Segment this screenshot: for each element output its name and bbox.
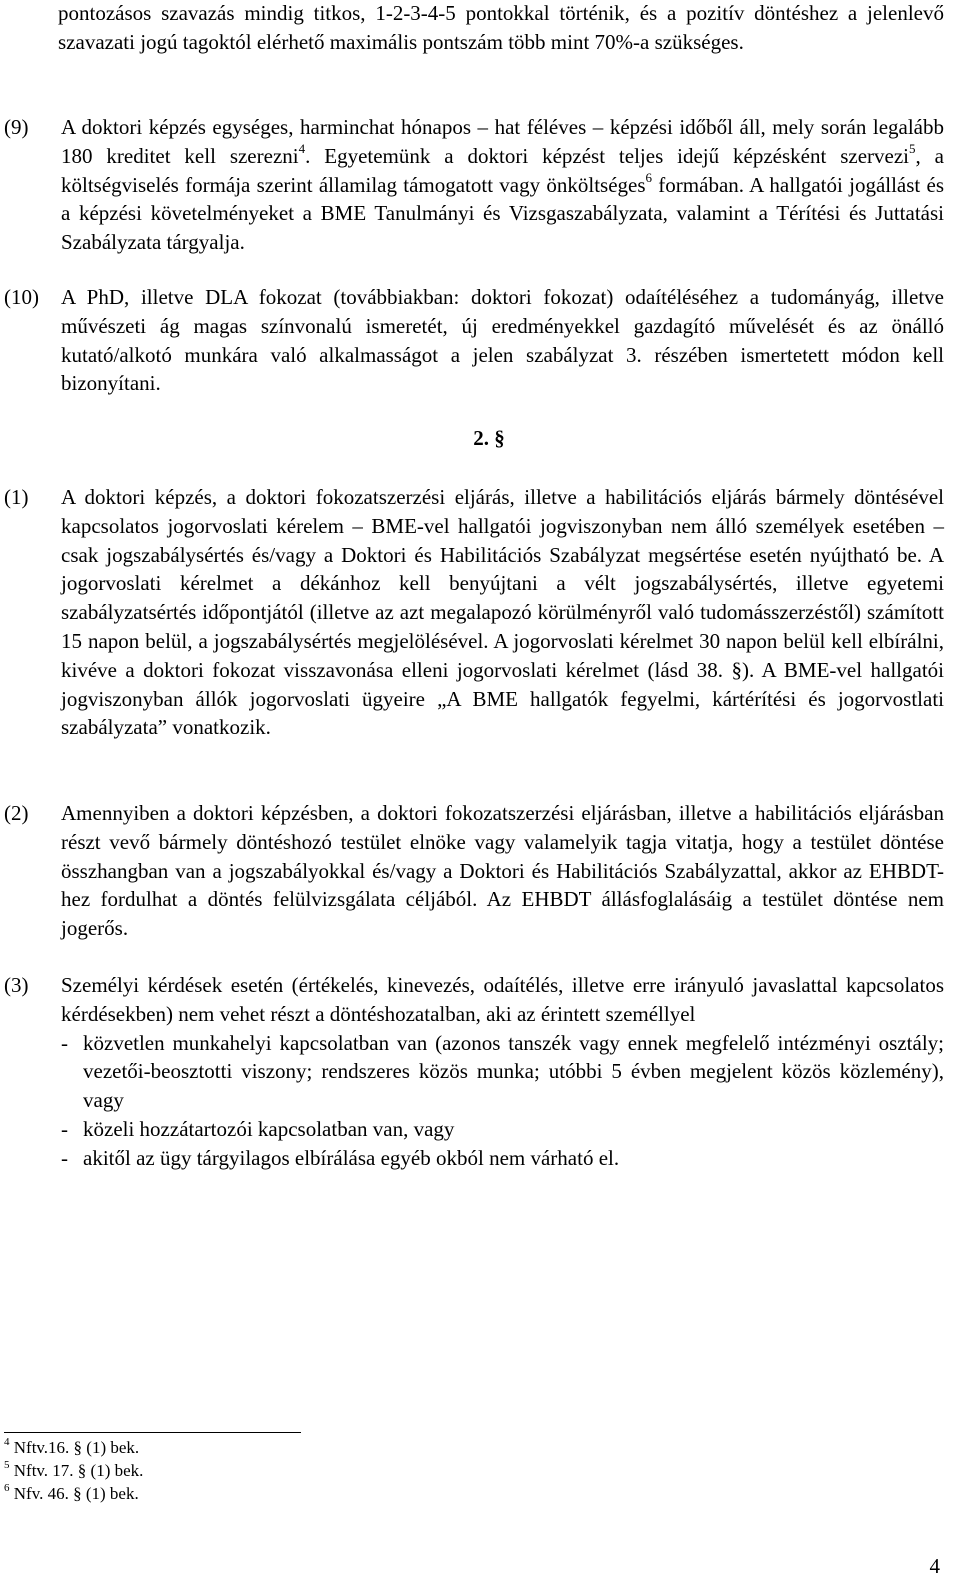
paragraph-number: (9) [4, 115, 29, 139]
paragraph-text: , a költségviselés formája szerint államilag támogatott vagy önköltséges [61, 143, 944, 197]
continuation-paragraph [58, 0, 944, 57]
dash-bullet: - [61, 1030, 68, 1055]
paragraph-body [61, 971, 944, 1173]
page-number: 4 [929, 1554, 940, 1578]
list-item [61, 1144, 944, 1173]
paragraph-number: (10) [4, 285, 39, 309]
footnote-ref[interactable]: 4 [298, 140, 306, 156]
paragraph-text: . Egyetemünk a doktori képzést teljes idejű képzésként szervezi [305, 143, 910, 168]
list-item [61, 1029, 944, 1115]
footnote [4, 1459, 143, 1482]
list-item [61, 1115, 944, 1144]
footnote-mark: 6 [4, 1482, 10, 1495]
section-2-paragraph-2 [4, 799, 944, 943]
footnotes [4, 1436, 143, 1505]
footnote-ref[interactable]: 5 [909, 140, 916, 156]
list-item-text: közvetlen munkahelyi kapcsolatban van (azonos tanszék vagy ennek megfelelő intézményi osztály; vezetői-beosztotti viszony; rendszeres közös munka; utóbbi 5 évben megjelent közös közlemény), vagy [83, 1030, 944, 1113]
section-heading: 2. § [473, 426, 505, 450]
paragraph-body: A PhD, illetve DLA fokozat (továbbiakban: doktori fokozat) odaítéléséhez a tudományág, illetve művészeti ág magas színvonalú ismeretét, új eredményekkel gazdagító művelését és az önálló kutató/alkotó munkára való alkalmasságot a jelen szabályzat 3. részében ismertetett módon kell bizonyítani. [61, 285, 944, 396]
footnote-mark: 4 [4, 1436, 10, 1449]
continuation-text: pontozásos szavazás mindig titkos, 1-2-3-4-5 pontokkal történik, és a pozitív döntéshez a jelenlevő szavazati jogú tagoktól elérhető maximális pontszám több mint 70%-a szükséges. [58, 1, 944, 54]
paragraph-10 [4, 283, 944, 398]
paragraph-9 [4, 113, 944, 257]
footnote-text: Nfv. 46. § (1) bek. [9, 1484, 139, 1503]
paragraph-text: formában. A hallgatói jogállást és a képzési követelményeket a BME Tanulmányi és Vizsgaszabályzata, valamint a Térítési és Juttatási Szabályzata tárgyalja. [61, 172, 945, 255]
list-item-text: akitől az ügy tárgyilagos elbírálása egyéb okból nem várható el. [83, 1145, 620, 1170]
paragraph-text: A doktori képzés egységes, harminchat hónapos – hat féléves – képzési időből áll, mely során legalább 180 kreditet kell szerezni [61, 115, 944, 168]
paragraph-number: (1) [4, 485, 29, 509]
paragraph-text: Személyi kérdések esetén (értékelés, kinevezés, odaítélés, illetve erre irányuló javaslattal kapcsolatos kérdésekben) nem vehet részt a döntéshozatalban, aki az érintett személlyel [61, 973, 944, 1026]
footnote [4, 1482, 143, 1505]
paragraph-body: Amennyiben a doktori képzésben, a doktori fokozatszerzési eljárásban, illetve a habilitációs eljárásban részt vevő bármely döntéshozó testület elnöke vagy valamelyik tagja vitatja, hogy a testület döntése összhangban van a jogszabályokkal és/vagy a Doktori és Habilitációs Szabályzattal, akkor az EHBDT-hez fordulhat a döntés felülvizsgálata céljából. Az EHBDT állásfoglalásáig a testület döntése nem jogerős. [61, 801, 944, 941]
dash-bullet: - [61, 1145, 68, 1170]
paragraph-number: (2) [4, 801, 29, 825]
footnote-mark: 5 [4, 1459, 10, 1472]
paragraph-number: (3) [4, 973, 29, 997]
footnote-text: Nftv.16. § (1) bek. [9, 1438, 140, 1457]
section-2-paragraph-3 [4, 971, 944, 1173]
list-item-text: közeli hozzátartozói kapcsolatban van, vagy [83, 1116, 455, 1141]
paragraph-body [61, 113, 944, 257]
section-2-paragraph-1 [4, 483, 944, 742]
paragraph-body: A doktori képzés, a doktori fokozatszerzési eljárás, illetve a habilitációs eljárás bármely döntésével kapcsolatos jogorvoslati kérelem – BME-vel hallgatói jogviszonyban nem álló személyek esetében – csak jogszabálysértés és/vagy a Doktori és Habilitációs Szabályzat megsértése esetén nyújtható be. A jogorvoslati kérelmet a dékánhoz kell benyújtani a vélt jogszabálysértés, illetve egyetemi szabályzatsértés időpontjától (illetve az azt megalapozó körülményről való tudomásszerzéstől) számított 15 napon belül, a jogszabálysértés megjelölésével. A jogorvoslati kérelmet 30 napon belül kell elbírálni, kivéve a doktori fokozat visszavonása elleni jogorvoslati kérelmet (lásd 38. §). A BME-vel hallgatói jogviszonyban állók jogorvoslati ügyeire „A BME hallgatók fegyelmi, kártérítési és jogorvostlati szabályzata” vonatkozik. [61, 485, 944, 740]
dash-bullet: - [61, 1116, 68, 1141]
footnote-ref[interactable]: 6 [645, 169, 653, 185]
footnote-separator [4, 1432, 301, 1433]
dash-list [61, 1029, 944, 1173]
footnote-text: Nftv. 17. § (1) bek. [9, 1461, 144, 1480]
footnote [4, 1436, 143, 1459]
